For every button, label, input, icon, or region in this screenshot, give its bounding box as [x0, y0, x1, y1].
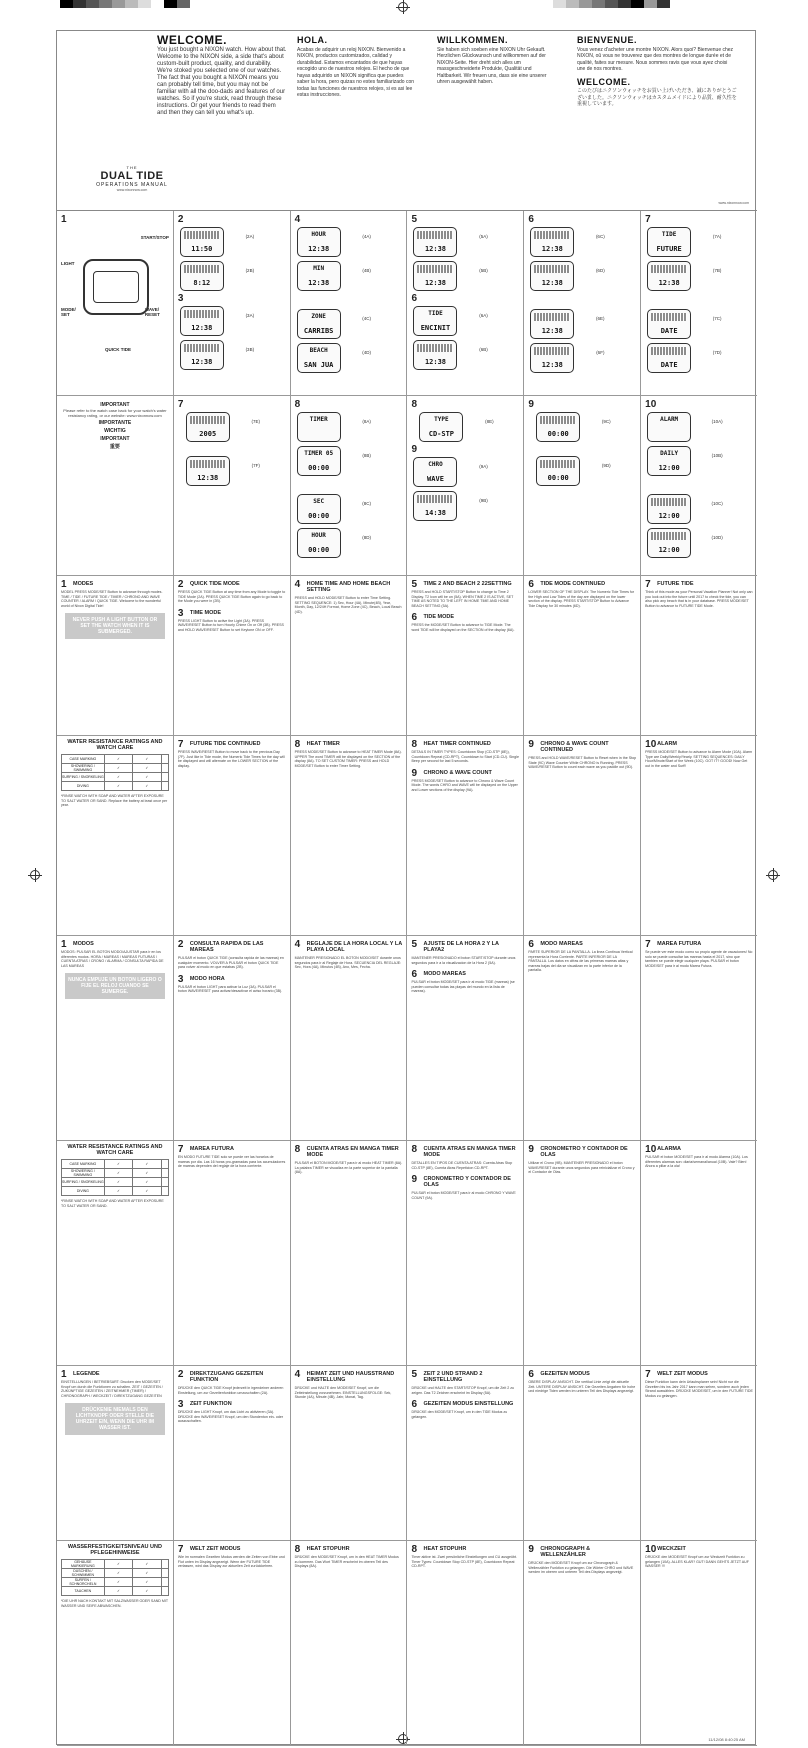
step-number: 8 — [411, 1144, 418, 1155]
section-body: Think of this mode as your Personal Vacation Planner! Not only can you look out into the future until 2017 to check the tide, you can also pick any beach that is in your database. PRESS MODE/SET Button to advance to FUTURE TIDE Mode. — [645, 590, 753, 608]
section-body: DETALLES EN TIPOS DE CUENTA ATRAS: Cuenta Atras Stop CD-STP (8E), Cuenta Atras Repeticion CD-RPT. — [411, 1161, 513, 1170]
section-title: TIDE MODE — [423, 614, 455, 621]
section-body: MODOS: PULSAR EL BOTON MODO/AJUSTAR para ir en los diferentes modos. HORA / MAREAS / MAREAS FUTURAS / CUENTA ATRAS / CRONO / ALARMA / CONSULTA RAPIDA DE LAS MAREAS — [61, 950, 164, 968]
section-body: PRESS MODE/SET Button to advance to Chrono & Wave Count Mode. The words CHRO and WAVE will be displayed on the Upper and Lower sections of the display (9A). — [411, 778, 518, 792]
step-number: 7 — [177, 1544, 184, 1555]
water-resistance-row-label: DUSCHEN / SCHWIMMEN — [62, 1569, 105, 1578]
section-body: *RINSE WATCH WITH SOAP AND WATER AFTER EXPOSURE TO SALT WATER OR SAND. Replace the battery at least once per year. — [61, 794, 168, 808]
lcd-7b: 12:38 (7B) — [645, 259, 741, 293]
section-body: DRÜCKE den MODE/SET Knopf um zur Weckzeit Funktion zu gelangen (10A). ALLES KLAR? GUT! DANN GEHTS JETZT AUF WASSER !!! — [645, 1555, 749, 1569]
section-body: MANTENER PRESIONADO EL BOTON MODO/SET durante unos segundos para ir al Reglaje de Hora. SECUENCIA DEL REGLAJE: Sec, Hora (4A), Minutos (4B), Ano, Mes, Fecha. — [294, 956, 402, 970]
section-title: CHRONO & WAVE COUNT — [423, 769, 492, 776]
intro-section — [57, 31, 757, 211]
brand-subtitle: OPERATIONS MANUAL — [96, 182, 168, 188]
hola-body: Acabas de adquirir un reloj NIXON. Bienvenido a NIXON, productos customizados, calidad y durabilidad. Estamos encantados de que hayas escogido uno de nuestros relojes. El hecho de que hayas adquirido un NIXON significa que puedes saber la hora, pero quizas no estes familiarizado con todas las funciones de nuestros relojes, si es asi lee estas instrucciones. — [297, 46, 415, 98]
section-body: OBERE DISPLAY ANSICHT. Die vertikal Linie zeigt die aktuelle Zeit. UNTERE DISPLAY ANSICHT. Die Gezeiten Angaben für hohe und niedrige Tiden werden im unteren Teil des Displays angezeigt. — [528, 1380, 636, 1394]
brand-url: www.nixonnow.com — [116, 188, 148, 192]
brand-name: DUAL TIDE — [100, 170, 164, 182]
diagram-cell-2 — [174, 211, 291, 395]
section-title: MAREA FUTURA — [189, 1146, 234, 1152]
section-body: DRÜCKE und HALTE den START/STOP Knopf, um die Zeit 2 zu zeigen. Das T2 Zeichen erscheint im Display (5A). — [411, 1386, 515, 1395]
lcd-7d: DATE (7D) — [645, 341, 741, 375]
instruction-cell — [524, 1366, 641, 1540]
section-title: HEAT TIMER — [306, 741, 340, 747]
section-body: *RINSE WATCH WITH SOAP AND WATER AFTER EXPOSURE TO SALT WATER OR SAND. — [61, 1199, 164, 1208]
section-body: DRÜCKE den QUICK TIDE Knopf jederzeit in irgendeiner anderen Einstellung, um zur Gezeitenfunktion umzuschalten (2A). — [177, 1386, 284, 1395]
instruction-cell — [174, 1541, 291, 1745]
lcd-9c: 00:00 (9C) — [534, 410, 630, 444]
important-notice — [61, 403, 169, 450]
section-body: DRÜCKE den LIGHT Knopf, um das Licht zu aktivieren (3A). DRÜCKE den WAVE/RESET Knopf, um den Stundenton ein- oder auszuschalten. — [177, 1410, 284, 1424]
step-number: 6 — [528, 214, 534, 225]
section-title: CONSULTA RAPIDA DE LAS MAREAS — [189, 941, 264, 953]
step-number: 8 — [294, 1144, 301, 1155]
wave-reset-button-label: WAVE/ RESET — [144, 307, 160, 317]
section-title: MODES — [73, 581, 94, 587]
step-number: 9 — [411, 1174, 418, 1186]
lcd-8c: SEC 00:00 (8C) — [295, 492, 391, 526]
step-number: 8 — [294, 1544, 301, 1555]
instruction-cell — [641, 736, 757, 935]
section-title: MODO MAREAS — [423, 971, 466, 978]
section-title: TIME 2 AND BEACH 2 22SETTING — [423, 581, 512, 587]
section-title: CHRONOGRAPH & WELLENZÄHLER — [540, 1546, 591, 1558]
section-body: MANTENER PRESIONADO el boton START/STOP durante unos segundos para ir a la visualizacion de la Hora 2 (5A). — [411, 956, 516, 965]
important-fr-title: IMPORTANT — [100, 436, 130, 442]
section-body: Se puede ver este modo como su propio agente de vacaciones! No solo se puede consultar las mareas hasta el 2017, sino que tambien se puede elegir cualquier playa. PULSAR el boton MODE/SET para ir al modo Marea Futura. — [645, 950, 753, 968]
section-title: WECKZEIT — [657, 1546, 686, 1552]
section-title: ZEIT 2 UND STRAND 2 EINSTELLUNG — [423, 1371, 483, 1383]
step-number: 4 — [294, 214, 301, 225]
water-resistance-table: CASE MARKING ✓ ✓ SHOWERING / SWIMMING ✓ ✓ SURFING / SNORKELING ✓ ✓ DIVING ✓ ✓ — [61, 754, 169, 791]
instruction-cell — [407, 1541, 524, 1745]
intro-url-right: www.nixonnow.com — [718, 201, 749, 205]
section-body: Utilizar el Crono (9B). MANTENER PRESIONADO el boton WAVE/RESET durante unos segundos para reinicializar el Crono y el Contador de Olas. — [528, 1161, 635, 1175]
step-number: 1 — [61, 579, 67, 590]
watch-diagram — [61, 225, 169, 365]
section-title: ZEIT FUNKTION — [189, 1401, 232, 1408]
lcd-8b: TIMER 05 00:00 (8B) — [295, 444, 391, 478]
section-title: HEAT TIMER CONTINUED — [423, 741, 491, 747]
warning-box: NEVER PUSH A LIGHT BUTTON OR SET THE WATCH WHEN IT IS SUBMERGED. — [65, 613, 165, 639]
water-resistance-row-label: CASE MARKING — [62, 755, 105, 764]
spanish-instructions-a — [57, 936, 757, 1141]
water-resistance-row-label: TAUCHEN — [62, 1587, 105, 1596]
german-instructions-b — [57, 1541, 757, 1746]
section-body: PULSAR el boton MODE/SET para ir al modo Alarma (10A). Los diferentes alarmas son: diaria/semanal/anual (10B). Vale? Bien! Ahora a pillar a la ola! — [645, 1155, 748, 1169]
step-number: 1 — [61, 939, 67, 950]
instruction-cell — [57, 1141, 174, 1365]
spanish-instructions-b — [57, 1141, 757, 1366]
important-jp-title: 重要 — [109, 444, 120, 450]
section-title: CHRONO & WAVE COUNT CONTINUED — [540, 741, 609, 753]
diagram-cell-9 — [407, 396, 524, 575]
lcd-7e: 2005 (7E) — [184, 410, 280, 444]
instruction-cell — [174, 576, 291, 735]
step-number: 4 — [294, 1369, 301, 1380]
water-resistance-row-label: GEHÄUSE MARKIERUNG — [62, 1560, 105, 1569]
diagram-cell-5 — [524, 211, 641, 395]
diagram-row-2 — [57, 396, 757, 576]
step-number: 1 — [61, 214, 67, 225]
instruction-cell — [291, 1141, 408, 1365]
step-number: 8 — [411, 399, 418, 410]
water-resistance-table: CASE MARKING ✓ ✓ SHOWERING / SWIMMING ✓ ✓ SURFING / SNORKELING ✓ ✓ DIVING ✓ ✓ — [61, 1159, 169, 1196]
step-number: 7 — [177, 739, 184, 750]
bienvenue-fr — [577, 37, 737, 108]
lcd-9d: 00:00 (9D) — [534, 454, 630, 488]
instruction-cell — [291, 1541, 408, 1745]
willkommen-body: Sie haben sich soeben eine NIXON Uhr Gekauft. Herzlichen Glückwunsch und willkommen auf der NIXON-Seite. Hier dreht sich alles um massgeschneiderte Produkte, Qualität und Haltbarkeit. Wir freuen uns, dass sie eine unserer uhren ausgewählt haben. — [437, 46, 547, 85]
section-body: PULSAR el boton MODE/SET para ir al modo TIDE (mareas) (se pueden consultar todas las playas del mundo en la lista de mareas). — [411, 980, 515, 994]
welcome-en — [157, 33, 287, 117]
lcd-4b: MIN 12:38 (4B) — [295, 259, 391, 293]
section-body: PRESS MODE/SET Button to advance to Alarm Mode (10A). Alarm Type are Daily/Weekly/Yearly. SETTING SEQUENCES: DAILY Hour/Minute/Start of the Week (10C). GOT IT? GOOD! Now Get out in the water and Surf!! — [645, 750, 753, 768]
step-number: 5 — [411, 939, 418, 950]
section-title: MODO MAREAS — [540, 941, 583, 947]
instruction-cell — [524, 576, 641, 735]
welcome-en-title: WELCOME. — [157, 33, 227, 47]
section-body: PULSAR el boton LIGHT para activar la Luz (3A). PULSAR el boton WAVE/RESET para activar/desactivar el aviso horario (3B). — [177, 984, 283, 994]
section-title: FUTURE TIDE — [657, 581, 694, 587]
section-title: AJUSTE DE LA HORA 2 Y LA PLAYA2 — [423, 941, 499, 953]
registration-mark-right-icon — [768, 870, 778, 880]
step-number: 7 — [177, 399, 184, 410]
water-resistance-row-label: SURFING / SNORKELING — [62, 773, 105, 782]
water-resistance-row-label: DIVING — [62, 782, 105, 791]
instruction-cell — [57, 736, 174, 935]
lcd-10b: DAILY 12:00 (10B) — [645, 444, 741, 478]
instruction-cell — [174, 736, 291, 935]
section-title: TIME MODE — [189, 609, 221, 616]
section-title: CUENTA ATRAS EN MANGA TIMER MODE — [306, 1146, 399, 1158]
step-number: 2 — [177, 939, 184, 950]
willkommen-de — [437, 37, 557, 86]
step-number: 4 — [294, 939, 301, 950]
important-title: IMPORTANT — [100, 402, 130, 408]
instruction-cell — [291, 576, 408, 735]
section-body: PULSAR el boton MODE/SET para ir al modo CHRONO Y WAVE COUNT (9A). — [411, 1191, 516, 1200]
section-title: WELT ZEIT MODUS — [189, 1546, 241, 1552]
step-number: 6 — [528, 939, 534, 950]
lcd-6d: 12:38 (6D) — [528, 259, 624, 293]
section-body: PRESS QUICK TIDE Button at any time from any Mode to toggle to TIDE Mode (2A). PRESS QUICK TIDE Button again to go back to the Mode you were in (2B). — [177, 590, 286, 604]
section-title: GEZEITEN MODUS — [540, 1371, 590, 1377]
step-number: 2 — [177, 579, 184, 590]
lcd-2b: 8:12 (2B) — [178, 259, 274, 293]
instruction-cell — [174, 1141, 291, 1365]
lcd-10a: ALARM (10A) — [645, 410, 741, 444]
section-body: EINSTELLUNGEN / BETRIEBSART: Drucken den MODE/SET Knopf um durch die Funktionen zu schalten. ZEIT / GEZEITEN / ZUKÜNFTIGE GEZEITEN / ZEITNEHMER (TIMER) / CHRONOGRAPH / WECKZEIT / DIREKTZUGANG GEZEITEN — [61, 1380, 163, 1398]
instruction-cell — [291, 736, 408, 935]
section-title: WATER RESISTANCE RATINGS AND WATCH CARE — [67, 1144, 163, 1156]
lcd-10d: 12:00 (10D) — [645, 526, 741, 560]
water-resistance-row-label: DIVING — [62, 1187, 105, 1196]
mode-set-button-label: MODE/ SET — [61, 307, 76, 317]
step-number: 7 — [645, 939, 651, 950]
step-number: 9 — [411, 444, 418, 455]
section-body: DRÜCKE und HALTE den MODE/SET Knopf, um die Zeiteinstellung vorzunehmen. EINSTELLUNGSFOLGE: Sek, Stunde (4A), Minute (4B), Jahr, Monat, Tag. — [294, 1386, 392, 1400]
instruction-cell — [641, 936, 757, 1140]
brand-the: THE — [126, 165, 138, 170]
warning-box: DRÜCKENIE NIEMALS DEN LICHTKNOPF ODER STELLE DIE UHRZEIT EIN, WENN DIE UHR IM WASSER IST. — [65, 1403, 165, 1435]
lcd-6e: 12:38 (6E) — [528, 307, 624, 341]
diagram-cell-1 — [57, 211, 174, 395]
lcd-9b: 14:38 (9B) — [411, 489, 507, 523]
german-instructions-a — [57, 1366, 757, 1541]
step-number: 5 — [411, 214, 418, 225]
print-color-bar-left — [60, 0, 190, 8]
section-title: FUTURE TIDE CONTINUED — [189, 741, 261, 747]
section-body: Diese Funktion kann dein Urlaubsplaner sein! Nicht nur die Gezeiten bis ins Jahr 2017 kann man sehen, sondern auch jeden Strand auswählen. DRÜCKE MODE/SET, um in den FUTURE TIDE Modus zu gelangen. — [645, 1380, 753, 1398]
section-body: DRÜCKE den MODE/SET Knopf, um in den TIDE Modus zu gelangen. — [411, 1410, 508, 1419]
section-body: PULSAR el BOTON MODE/SET para ir al modo HEAT TIMER (8A). La palabra TIMER se visualiza en la parte superior de la pantalla (8A). — [294, 1161, 403, 1175]
section-title: CUENTA ATRAS EN MANGA TIMER MODE — [423, 1146, 516, 1158]
registration-mark-top-icon — [398, 2, 408, 12]
step-number: 10 — [645, 1144, 657, 1155]
section-title: CRONOMETRO Y CONTADOR DE OLAS — [540, 1146, 628, 1158]
step-number: 9 — [528, 739, 534, 750]
step-number: 3 — [177, 607, 184, 619]
diagram-cell-11 — [641, 396, 757, 575]
instruction-cell — [524, 1541, 641, 1745]
section-body: PRESS the MODE/SET Button to advance to TIDE Mode. The word TIDE will be displayed on the SECTION of the display (6A). — [411, 623, 515, 632]
watch-face-icon — [83, 259, 149, 315]
step-number: 10 — [645, 399, 657, 410]
instruction-cell — [407, 736, 524, 935]
instruction-cell — [57, 576, 174, 735]
step-number: 8 — [294, 739, 301, 750]
quick-tide-button-label: QUICK TIDE — [104, 347, 131, 352]
diagram-cell-6 — [641, 211, 757, 395]
instruction-cell — [524, 1141, 641, 1365]
section-body: PULSAR el boton QUICK TIDE (consulta rapida de las mareas) en cualquier momento. VOLVER A PULSAR el boton QUICK TIDE para volver al modo en que estabas (2B). — [177, 956, 284, 970]
lcd-8d: HOUR 00:00 (8D) — [295, 526, 391, 560]
lcd-3b: 12:38 (3B) — [178, 338, 274, 372]
instruction-cell — [57, 936, 174, 1140]
important-cell — [57, 396, 174, 575]
instruction-cell — [641, 1141, 757, 1365]
section-body: PRESS and HOLD START/STOP Button to change to Time 2 Display. T2 Icon will be on (5A). WHEN TIME 2 IS ACTIVE, SET TIME AS NOTED TO THE LEFT IN HOME TIME AND HOME BEACH SETTING (5A). — [411, 590, 514, 608]
diagram-row-1 — [57, 211, 757, 396]
lcd-6a: TIDE ENCINIT (6A) — [411, 304, 507, 338]
english-instructions-a — [57, 576, 757, 736]
welcome-jp-title: WELCOME. — [577, 76, 631, 87]
section-body: LOWER SECTION OF THE DISPLAY. The Numeric Tide Times for the High and Low Tides of the day are displayed on the lower section of the display. PRESS START/STOP Button to Advance Tide Display for 30 minutes (6D). — [528, 590, 635, 608]
step-number: 3 — [177, 973, 184, 985]
instruction-cell — [57, 1541, 174, 1745]
diagram-cell-7 — [174, 396, 291, 575]
step-number: 9 — [528, 1144, 534, 1155]
section-title: MODOS — [73, 941, 94, 947]
section-body: *DIE UHR NACH KONTAKT MIT SALZWASSER ODER SAND MIT WASSER UND SEIFE ABWASCHEN. — [61, 1599, 169, 1608]
step-number: 7 — [645, 1369, 651, 1380]
lcd-7f: 12:38 (7F) — [184, 454, 280, 488]
instruction-cell — [407, 576, 524, 735]
bienvenue-title: BIENVENUE. — [577, 35, 638, 45]
instruction-cell — [641, 1366, 757, 1540]
step-number: 6 — [528, 1369, 534, 1380]
step-number: 1 — [61, 1369, 67, 1380]
section-body: PRESS WAVE/RESET Button to move back to the previous Day (7F). Just like in Tide mode, the Numeric Tide Times for the day will be displayed and will alternate on the LOWER SECTION of the display. — [177, 750, 285, 768]
lcd-8e: TYPE CD-STP (8E) — [417, 410, 513, 444]
step-number: 6 — [411, 612, 418, 624]
section-title: ALARMA — [657, 1146, 681, 1152]
step-number: 5 — [411, 579, 418, 590]
diagram-cell-4 — [407, 211, 524, 395]
lcd-6f: 12:38 (6F) — [528, 341, 624, 375]
section-body: DRÜCKE den MODE/SET Knopf, um in den HEAT TIMER Modus zu kommen. Das Wort TIMER erscheint im oberen Teil des Displays (8A). — [294, 1555, 399, 1569]
instruction-cell — [524, 736, 641, 935]
instruction-cell — [407, 1366, 524, 1540]
section-title: MAREA FUTURA — [657, 941, 702, 947]
english-instructions-b — [57, 736, 757, 936]
section-body: PARTE SUPERIOR DE LA PANTALLA. La linea Continua Vertical representa la Hora Corriente. PARTE INFERIOR DE LA PANTALLA. Los datos en cifras de las primeras mareas altas y mareas bajas del dia se visualizan en la parte inferior de la pantalla. — [528, 950, 633, 973]
section-title: HOME TIME AND HOME BEACH SETTING — [306, 581, 391, 593]
section-body: Timer aktive ist. Zwei persönliche Einstellungen und CU ausgeübt. Timer Types: Countdown Stop CD-STP (8E), Countdown Repeat CD-RPT. — [411, 1555, 518, 1569]
instruction-cell — [641, 576, 757, 735]
step-number: 2 — [177, 214, 184, 225]
important-body: Please refer to the watch case back for your watch's water resistancy rating, or our website: www.nixonnow.com — [63, 408, 167, 418]
lcd-7a: TIDE FUTURE (7A) — [645, 225, 741, 259]
lcd-5b: 12:38 (5B) — [411, 259, 507, 293]
hola-title: HOLA. — [297, 35, 328, 45]
step-number: 8 — [411, 1544, 418, 1555]
step-number: 6 — [411, 1399, 418, 1411]
step-number: 7 — [645, 579, 651, 590]
section-body: DETAILS IN TIMER TYPES: Countdown Stop (CD-STP (8E)), Countdown Repeat (CD-RPT), Countdown to Start (CD-CU). Single Beep per second for last 5 seconds. — [411, 750, 519, 764]
water-resistance-row-label: SURFING / SNORKELING — [62, 1178, 105, 1187]
lcd-7c: DATE (7C) — [645, 307, 741, 341]
section-body: PRESS and HOLD MODE/SET Button to enter Time Setting. SETTING SEQUENCE: 1) Sec, Hour (4A), Minute(4B), Year, Month, Day, 12/24H Format, Home Zone (4C), Beach, Local Beach (4D). — [294, 596, 402, 614]
lcd-6b: 12:38 (6B) — [411, 338, 507, 372]
lcd-4a: HOUR 12:38 (4A) — [295, 225, 391, 259]
wichtig-title: WICHTIG — [104, 428, 126, 434]
start-stop-button-label: START/STOP — [140, 235, 169, 240]
section-title: DIREKTZUGANG GEZEITEN FUNKTION — [189, 1371, 264, 1383]
instruction-cell — [407, 936, 524, 1140]
section-title: WELT ZEIT MODUS — [657, 1371, 708, 1377]
section-title: HEAT STOPUHR — [423, 1546, 467, 1552]
section-body: EN MODO FUTURE TIDE solo se puede ver las horarios de mareas por dia. Las 16 horas pro-gramadas para los acumuladores de mareas dependen del reglaje de la hora corriente. — [177, 1155, 286, 1169]
instruction-cell — [524, 936, 641, 1140]
hola-es — [297, 37, 417, 99]
instruction-cell — [291, 936, 408, 1140]
section-body: PRESS MODE/SET Button to advance to HEAT TIMER Mode (8A). UPPER The word TIMER will be displayed on the SECTION of the display (8A). TO SET CUSTOM TIMER: PRESS and HOLD MODE/SET Button to enter Timer Setting. — [294, 750, 402, 768]
section-title: HEIMAT ZEIT UND HAUSSTRAND EINSTELLUNG — [306, 1371, 395, 1383]
section-body: MODEL PRESS MODE/SET Button to advance through modes. TIME / TIDE / FUTURE TIDE / TIMER / CHRONO AND WAVE COUNTER / ALARM / QUICK TIDE. Welcome to the wonderful world of Nixon Digital Tide! — [61, 590, 163, 608]
section-body: DRÜCKE den MODE/SET Knopf um zur Chronograph & Wellenzähler Funktion zu gelangen. Die Wörter CHRO und WAVE werden im oberen und unteren Teil des Displays angezeigt. — [528, 1561, 634, 1575]
section-body: PRESS and HOLD WAVE/RESET Button to Reset when in the Stop State (9C) Wave Counter While CHRONO is Running. PRESS WAVE/RESET Button to count each wave as you paddle out (9D). — [528, 756, 637, 770]
section-body: PRESS LIGHT Button to active the Light (3A). PRESS WAVE/RESET Button to turn Hourly Chime On or Off (3B). PRESS and HOLD WAVE/RESET Button to set Keytone ON or OFF. — [177, 618, 284, 632]
welcome-en-body: You just bought a NIXON watch. How about that. Welcome to the NIXON side, a side that's about custom-built product, quality, and durability. We're stoked you selected one of our watches. The fact that you bought a NIXON means you can probably tell time, but you may not be familiar with all the doo-dads and features of our watches. So if you're stuck, read through these instructions. Or get your friends to read them and then they can tell you what's up. — [157, 47, 287, 116]
registration-mark-left-icon — [30, 870, 40, 880]
lcd-8a: TIMER (8A) — [295, 410, 391, 444]
lcd-2a: 11:50 (2A) — [178, 225, 274, 259]
section-title: GEZEITEN MODUS EINSTELLUNG — [423, 1401, 514, 1408]
step-number: 4 — [294, 579, 301, 590]
brand-block — [87, 165, 177, 192]
lcd-3a: 12:38 (3A) — [178, 304, 274, 338]
section-title: CRONOMETRO Y CONTADOR DE OLAS — [423, 1176, 511, 1189]
diagram-cell-8 — [291, 396, 408, 575]
light-button-label: LIGHT — [61, 261, 75, 266]
instruction-cell — [641, 1541, 757, 1745]
water-resistance-row-label: SHOWERING / SWIMMING — [62, 1169, 105, 1178]
lcd-5a: 12:38 (5A) — [411, 225, 507, 259]
section-title: WATER RESISTANCE RATINGS AND WATCH CARE — [67, 739, 163, 751]
lcd-9a: CHRO WAVE (9A) — [411, 455, 507, 489]
section-title: REGLAJE DE LA HORA LOCAL Y LA PLAYA LOCAL — [306, 941, 402, 953]
water-resistance-row-label: CASE MARKING — [62, 1160, 105, 1169]
section-title: HEAT STOPUHR — [306, 1546, 350, 1552]
step-number: 3 — [177, 1399, 184, 1411]
manual-sheet — [56, 30, 756, 1745]
willkommen-title: WILLKOMMEN. — [437, 35, 508, 45]
water-resistance-row-label: SURFEN / SCHNORCHELN — [62, 1578, 105, 1587]
water-resistance-row-label: SHOWERING / SWIMMING — [62, 764, 105, 773]
lcd-4c: ZONE CARRIBS (4C) — [295, 307, 391, 341]
step-number: 2 — [177, 1369, 184, 1380]
water-resistance-table: GEHÄUSE MARKIERUNG ✓ ✓ DUSCHEN / SCHWIMMEN ✓ ✓ SURFEN / SCHNORCHELN ✓ ✓ TAUCHEN ✓ ✓ — [61, 1559, 169, 1596]
step-number: 6 — [411, 293, 418, 304]
section-title: WASSERFESTIGKEITSNIVEAU UND PFLEGEHINWEISE — [67, 1544, 162, 1556]
lcd-6c: 12:38 (6C) — [528, 225, 624, 259]
welcome-jp-body: このたびはニクソンウォッチをお買い上げいただき、誠にありがとうございました。ニクソンウォッチはカスタムメイドにより品質、耐久性を重視しています。 — [577, 88, 737, 107]
section-title: ALARM — [657, 741, 677, 747]
step-number: 9 — [411, 767, 418, 779]
step-number: 5 — [411, 1369, 418, 1380]
instruction-cell — [57, 1366, 174, 1540]
instruction-cell — [174, 936, 291, 1140]
step-number: 9 — [528, 1544, 534, 1555]
section-title: LEGENDE — [73, 1371, 100, 1377]
diagram-cell-3 — [291, 211, 408, 395]
section-body: Wie im normalen Gezeiten Modus werden die Zeiten von Ebbe und Flut unten im Display angezeigt. Wenn der FUTURE TIDE verlassen, wird das Display zur aktuellen Zeit zurückkehren. — [177, 1555, 285, 1569]
instruction-cell — [407, 1141, 524, 1365]
step-number: 7 — [177, 1144, 184, 1155]
diagram-cell-10 — [524, 396, 641, 575]
instruction-cell — [291, 1366, 408, 1540]
warning-box: NUNCA EMPUJE UN BOTON LIGERO O FIJE EL RELOJ CUANDO SE SUMERGE. — [65, 973, 165, 999]
instruction-cell — [174, 1366, 291, 1540]
bienvenue-body: Vous venez d'acheter une montre NIXON. Alors quoi? Bienvenue chez NIXON, oû vous ne trouverez que des montres de longue durée et de qualité, faites sur mesure. Nous sommes ravis que vous ayez choisi une de nos montres. — [577, 46, 734, 72]
section-title: QUICK TIDE MODE — [189, 581, 240, 587]
section-title: MODO HORA — [189, 975, 225, 982]
step-number: 8 — [294, 399, 301, 410]
step-number: 6 — [411, 969, 418, 981]
step-number: 10 — [645, 1544, 657, 1555]
importante-title: IMPORTANTE — [98, 420, 132, 426]
print-color-bar-right — [540, 0, 670, 8]
step-number: 3 — [177, 293, 184, 304]
section-title: TIDE MODE CONTINUED — [540, 581, 606, 587]
lcd-10c: 12:00 (10C) — [645, 492, 741, 526]
print-timestamp: 11/12/08 8:40:25 AM — [708, 1737, 745, 1742]
step-number: 10 — [645, 739, 657, 750]
step-number: 9 — [528, 399, 534, 410]
lcd-4d: BEACH SAN JUA (4D) — [295, 341, 391, 375]
step-number: 6 — [528, 579, 534, 590]
step-number: 7 — [645, 214, 651, 225]
step-number: 8 — [411, 739, 418, 750]
